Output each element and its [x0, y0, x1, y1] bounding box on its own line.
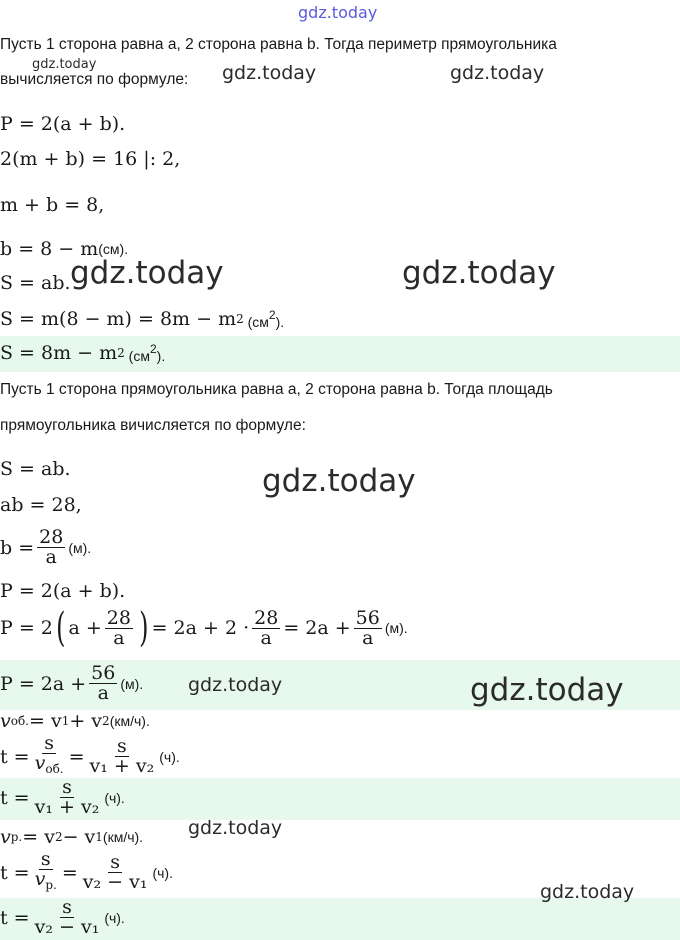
watermark-top: gdz.today	[298, 3, 378, 22]
formula-area-answer-expr: S = 8m − m	[0, 342, 118, 364]
unit-cm2-open: (см	[247, 314, 269, 330]
fraction-s-over-sum	[33, 778, 102, 817]
numerator: 28	[254, 606, 279, 629]
fraction-28-over-a	[105, 606, 133, 649]
formula-area: S = ab.	[0, 458, 71, 480]
denominator: a	[113, 626, 125, 649]
t-equals: t =	[0, 745, 30, 768]
problem2-intro-line2: прямоугольника вичисляется по формуле:	[0, 417, 306, 434]
fraction-28-over-a	[37, 528, 65, 567]
unit-kmh: (км/ч).	[109, 713, 150, 729]
v: v	[0, 826, 11, 848]
p-final: P = 2a +	[0, 672, 87, 695]
numerator: s	[62, 776, 72, 798]
unit-exponent: 2	[149, 342, 157, 356]
watermark: gdz.today	[540, 881, 635, 903]
v-rest: = v	[22, 826, 55, 848]
watermark-large: gdz.today	[262, 463, 416, 499]
subscript-1: 1	[95, 830, 103, 844]
unit-h: (ч).	[152, 864, 173, 881]
unit-m: (м).	[120, 675, 144, 692]
formula-b	[0, 238, 128, 260]
v-rest: = v	[29, 710, 62, 732]
problem2-intro-line1: Пусть 1 сторона прямоугольника равна a, 2 сторона равна b. Тогда площадь	[0, 381, 553, 398]
formula-time-diff-answer	[0, 898, 125, 937]
equals: =	[61, 861, 78, 884]
unit-cm2	[125, 342, 165, 364]
formula-area: S = ab.	[0, 272, 71, 294]
fraction-s-over-vr	[33, 850, 59, 895]
unit-m: (м).	[384, 620, 408, 636]
subscript-2: 2	[102, 714, 110, 728]
numerator: s	[44, 732, 54, 754]
t-equals: t =	[0, 786, 30, 809]
formula-time-sum	[0, 734, 180, 779]
subscript-ob: об.	[45, 762, 64, 776]
watermark: gdz.today	[188, 674, 283, 696]
denominator: v₂ − v₁	[34, 916, 100, 938]
numerator: s	[62, 896, 72, 918]
denominator	[33, 870, 59, 895]
formula-perimeter-answer	[0, 664, 143, 703]
subscript-ob: об.	[10, 714, 29, 728]
formula-sum: m + b = 8,	[0, 194, 105, 216]
numerator: 56	[355, 606, 380, 629]
denominator: v₁ + v₂	[34, 796, 100, 818]
formula-area-expanded-expr: S = m(8 − m) = 8m − m	[0, 308, 237, 330]
subscript-r: р.	[10, 830, 23, 844]
formula-time-diff	[0, 850, 173, 895]
fraction-s-over-diff	[81, 853, 150, 892]
unit-close: ).	[156, 348, 166, 364]
unit-exponent: 2	[268, 308, 276, 322]
problem1-intro-line2: вычисляется по формуле:	[0, 71, 189, 88]
equals-2a-plus: = 2a +	[283, 617, 351, 639]
unit-m: (м).	[68, 539, 92, 556]
fraction-28-over-a	[252, 606, 280, 649]
unit-h: (ч).	[104, 789, 125, 806]
paren-close: )	[139, 605, 149, 651]
fraction-56-over-a	[89, 664, 117, 703]
minus-v: − v	[62, 826, 96, 848]
equals-2a-plus-2: = 2a + 2 ·	[151, 617, 250, 639]
numerator: s	[40, 848, 51, 870]
denominator: v₂ − v₁	[82, 871, 148, 893]
subscript-1: 1	[61, 714, 70, 728]
denominator: a	[97, 682, 109, 704]
fraction-s-over-diff	[33, 898, 102, 937]
watermark: gdz.today	[222, 62, 317, 84]
a-plus: a +	[68, 617, 102, 639]
numerator: 28	[39, 526, 64, 548]
exponent: 2	[117, 346, 125, 360]
formula-b-expr: b = 8 − m	[0, 238, 99, 260]
unit-cm: (см).	[98, 241, 129, 257]
fraction-s-over-sum	[88, 737, 157, 776]
formula-perimeter-substituted: 2(m + b) = 16 |: 2,	[0, 148, 181, 170]
fraction-56-over-a	[354, 606, 382, 649]
denominator: a	[362, 626, 374, 649]
watermark-small: gdz.today	[32, 57, 97, 72]
formula-perimeter-substituted	[0, 605, 408, 651]
v: v	[34, 752, 46, 774]
denominator: v₁ + v₂	[89, 755, 155, 777]
formula-area-answer	[0, 342, 165, 364]
denominator: a	[260, 626, 272, 649]
unit-close: ).	[275, 314, 285, 330]
unit-cm2	[244, 308, 284, 330]
v: v	[0, 710, 11, 732]
watermark: gdz.today	[188, 817, 283, 839]
formula-speed-sum	[0, 710, 150, 732]
plus-v: + v	[69, 710, 103, 732]
formula-ab: ab = 28,	[0, 494, 82, 516]
fraction-s-over-vob	[33, 734, 66, 779]
watermark: gdz.today	[450, 62, 545, 84]
formula-perimeter: P = 2(a + b).	[0, 580, 126, 602]
t-equals: t =	[0, 906, 30, 929]
unit-kmh: (км/ч).	[102, 829, 144, 845]
formula-speed-diff	[0, 826, 143, 848]
denominator: a	[45, 546, 57, 568]
subscript-r: р.	[45, 878, 57, 892]
formula-b-fraction	[0, 528, 91, 567]
numerator: 56	[91, 662, 116, 684]
t-equals: t =	[0, 861, 30, 884]
watermark-large: gdz.today	[470, 672, 624, 708]
equals: =	[68, 745, 85, 768]
numerator: s	[110, 851, 120, 873]
watermark-large: gdz.today	[402, 255, 556, 291]
subscript-2: 2	[54, 830, 63, 844]
watermark-large: gdz.today	[70, 255, 224, 291]
formula-time-sum-answer	[0, 778, 125, 817]
problem1-intro-line1: Пусть 1 сторона равна a, 2 сторона равна b. Тогда периметр прямоугольника	[0, 36, 557, 53]
numerator: 28	[106, 606, 131, 629]
b-equals: b =	[0, 536, 35, 559]
exponent: 2	[236, 312, 244, 326]
p-equals-2: P = 2	[0, 617, 53, 639]
unit-h: (ч).	[159, 748, 180, 765]
formula-area-expanded	[0, 308, 284, 330]
v: v	[34, 868, 46, 890]
denominator	[33, 754, 66, 779]
unit-h: (ч).	[104, 909, 125, 926]
numerator: s	[117, 735, 127, 757]
unit-cm2-open: (см	[128, 348, 150, 364]
paren-open: (	[55, 605, 66, 651]
formula-perimeter: P = 2(a + b).	[0, 113, 126, 135]
